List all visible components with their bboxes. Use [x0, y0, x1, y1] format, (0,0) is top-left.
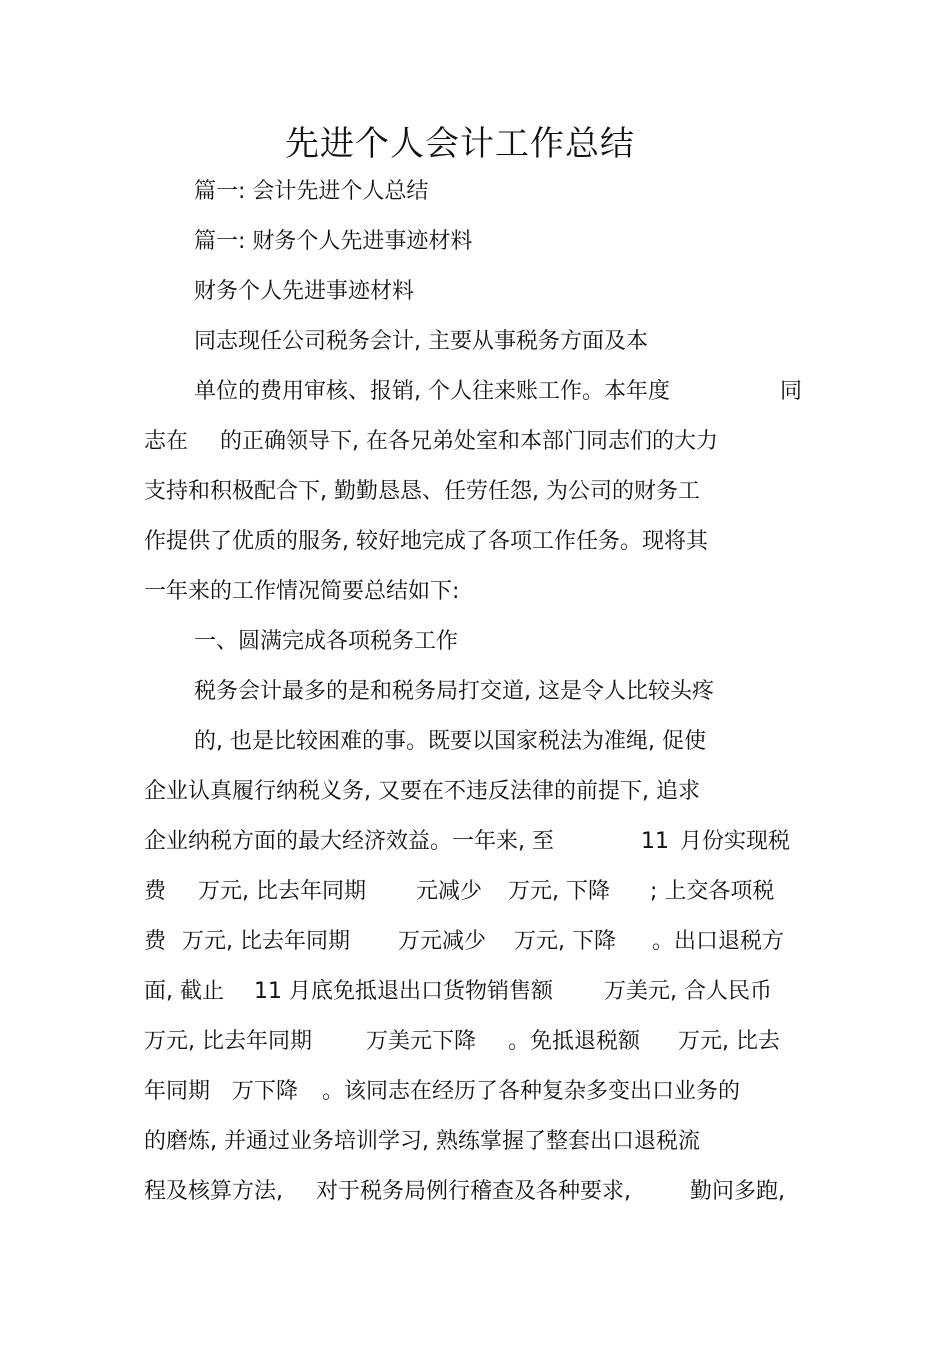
text-segment: 元减少 — [416, 879, 483, 904]
text-segment: 一、圆满完成各项税务工作 — [194, 629, 459, 654]
text-segment: 的磨炼, 并通过业务培训学习, 熟练掌握了整套出口退税流 — [144, 1129, 700, 1154]
text-segment: 支持和积极配合下, 勤勤恳恳、任劳任怨, 为公司的财务工 — [144, 479, 700, 504]
text-segment: 的, 也是比较困难的事。既要以国家税法为准绳, 促使 — [194, 729, 706, 754]
text-segment: 一年来的工作情况简要总结如下: — [144, 579, 460, 604]
text-line — [194, 224, 694, 260]
text-line — [194, 674, 794, 710]
text-line — [194, 724, 794, 760]
text-segment: 年同期 — [144, 1079, 211, 1104]
text-segment: 财务个人先进事迹材料 — [194, 279, 415, 304]
text-segment: 企业纳税方面的最大经济效益。一年来, 至 — [144, 829, 554, 854]
page-title: 先进个人会计工作总结 — [285, 124, 635, 164]
text-segment: 的正确领导下, 在各兄弟处室和本部门同志们的大力 — [220, 429, 718, 454]
text-line — [144, 824, 804, 860]
text-segment: 程及核算方法, — [144, 1179, 283, 1204]
text-line — [194, 624, 794, 660]
text-line — [144, 524, 804, 560]
text-line — [144, 1124, 804, 1160]
text-segment: 篇一: 财务个人先进事迹材料 — [194, 229, 473, 254]
text-segment: 。免抵退税额 — [508, 1029, 641, 1054]
text-line — [144, 1074, 804, 1110]
text-segment: 万元, 比去年同期 — [182, 929, 350, 954]
text-segment: 万元, 比去年同期 — [144, 1029, 312, 1054]
text-line — [194, 324, 794, 360]
text-line — [144, 424, 804, 460]
text-line — [144, 974, 804, 1010]
text-segment: 万元, 下降 — [508, 879, 610, 904]
text-segment: 万美元下降 — [366, 1029, 477, 1054]
text-segment: 费 — [144, 929, 167, 954]
text-line — [194, 374, 814, 410]
text-line — [144, 924, 804, 960]
text-line — [144, 774, 804, 810]
text-segment: 面, 截止 — [144, 979, 224, 1004]
text-segment: 11 — [641, 829, 669, 854]
text-segment: 万元, 下降 — [514, 929, 616, 954]
text-segment: 作提供了优质的服务, 较好地完成了各项工作任务。现将其 — [144, 529, 708, 554]
text-segment: 月份实现税 — [680, 829, 791, 854]
text-segment: 11 月底免抵退出口货物销售额 — [254, 979, 553, 1004]
text-segment: 。出口退税方 — [652, 929, 785, 954]
text-segment: 万元减少 — [398, 929, 487, 954]
text-segment: 同志现任公司税务会计, 主要从事税务方面及本 — [194, 329, 648, 354]
text-segment: 税务会计最多的是和税务局打交道, 这是令人比较头疼 — [194, 679, 714, 704]
text-line — [194, 174, 694, 210]
text-segment: 万元, 比去 — [678, 1029, 780, 1054]
text-segment: ; 上交各项税 — [650, 879, 775, 904]
text-segment: 对于税务局例行稽查及各种要求, — [316, 1179, 631, 1204]
text-segment: 同 — [780, 379, 803, 404]
text-line — [144, 1174, 804, 1210]
text-line — [144, 574, 804, 610]
text-line — [194, 274, 694, 310]
text-segment: 单位的费用审核、报销, 个人往来账工作。本年度 — [194, 379, 670, 404]
text-segment: 。该同志在经历了各种复杂多变出口业务的 — [322, 1079, 741, 1104]
text-segment: 万美元, 合人民币 — [604, 979, 772, 1004]
text-segment: 篇一: 会计先进个人总结 — [194, 179, 429, 204]
text-line — [144, 1024, 804, 1060]
text-segment: 志在 — [144, 429, 189, 454]
text-segment: 万元, 比去年同期 — [198, 879, 366, 904]
text-segment: 万下降 — [232, 1079, 299, 1104]
text-line — [144, 874, 804, 910]
text-line — [144, 474, 804, 510]
text-segment: 费 — [144, 879, 167, 904]
text-segment: 企业认真履行纳税义务, 又要在不违反法律的前提下, 追求 — [144, 779, 700, 804]
text-segment: 勤问多跑, — [690, 1179, 785, 1204]
